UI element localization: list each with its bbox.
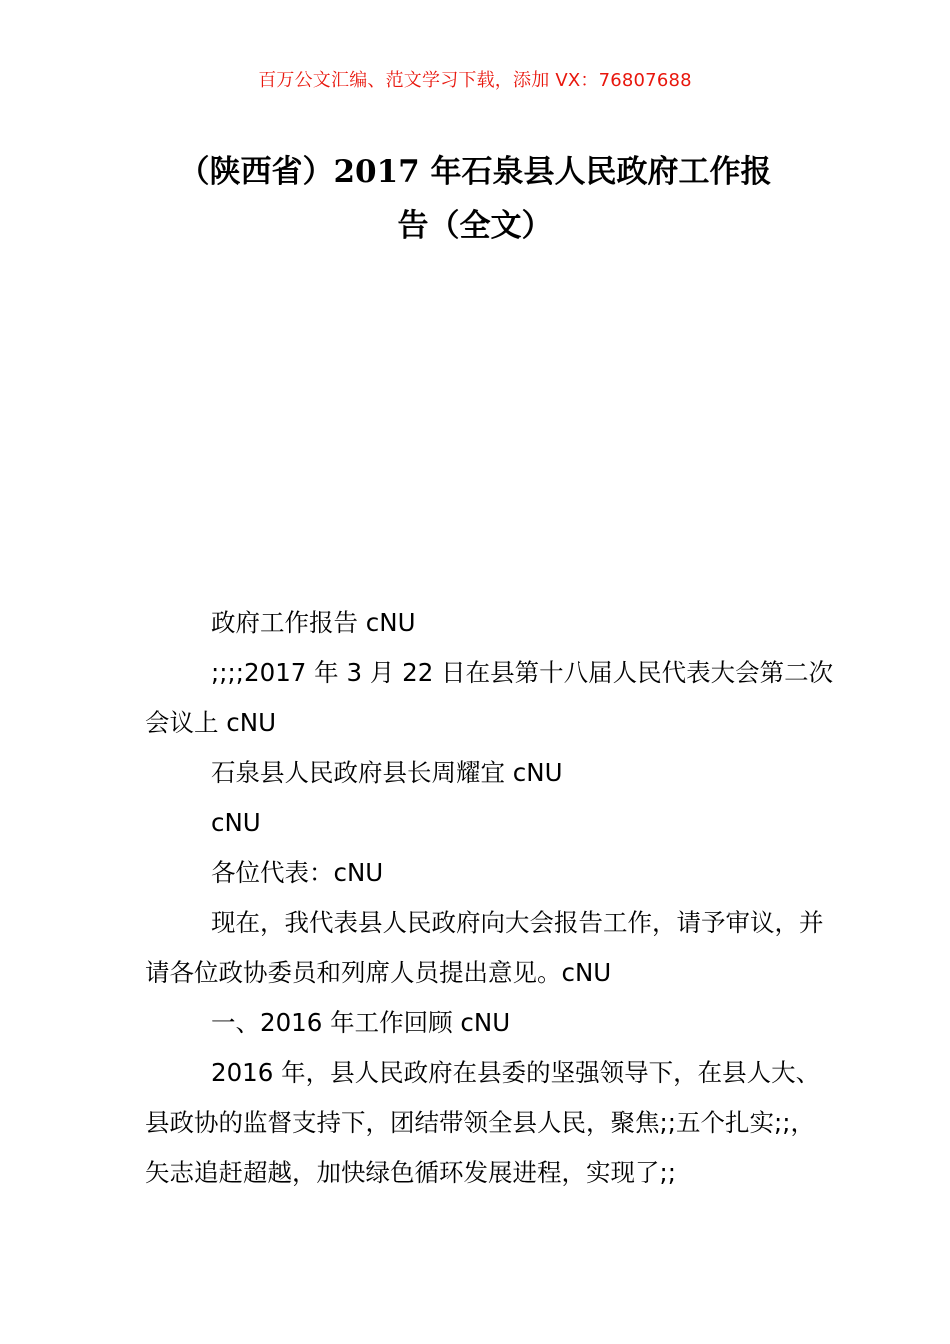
title-line-1: （陕西省）2017 年石泉县人民政府工作报: [178, 154, 772, 190]
paragraph: 各位代表：cNU: [211, 858, 384, 887]
paragraph: cNU: [211, 808, 261, 837]
paragraph: 现在，我代表县人民政府向大会报告工作，请予审议，并请各位政协委员和列席人员提出意见。cNU: [145, 908, 824, 987]
paragraph: 一、2016 年工作回顾 cNU: [211, 1008, 511, 1037]
paragraph: ;;;;2017 年 3 月 22 日在县第十八届人民代表大会第二次会议上 cNU: [145, 658, 834, 737]
paragraph: 政府工作报告 cNU: [211, 608, 416, 637]
title-line-2: 告（全文）: [397, 208, 553, 244]
paragraph: 2016 年，县人民政府在县委的坚强领导下，在县人大、县政协的监督支持下，团结带领全县人民，聚焦;;五个扎实;;，矢志追赶超越，加快绿色循环发展进程，实现了;;: [145, 1058, 821, 1187]
header-banner: 百万公文汇编、范文学习下载，添加 VX：76807688: [258, 70, 692, 91]
document-title: [110, 145, 840, 253]
document-body: [145, 598, 835, 1198]
paragraph: 石泉县人民政府县长周耀宜 cNU: [211, 758, 563, 787]
